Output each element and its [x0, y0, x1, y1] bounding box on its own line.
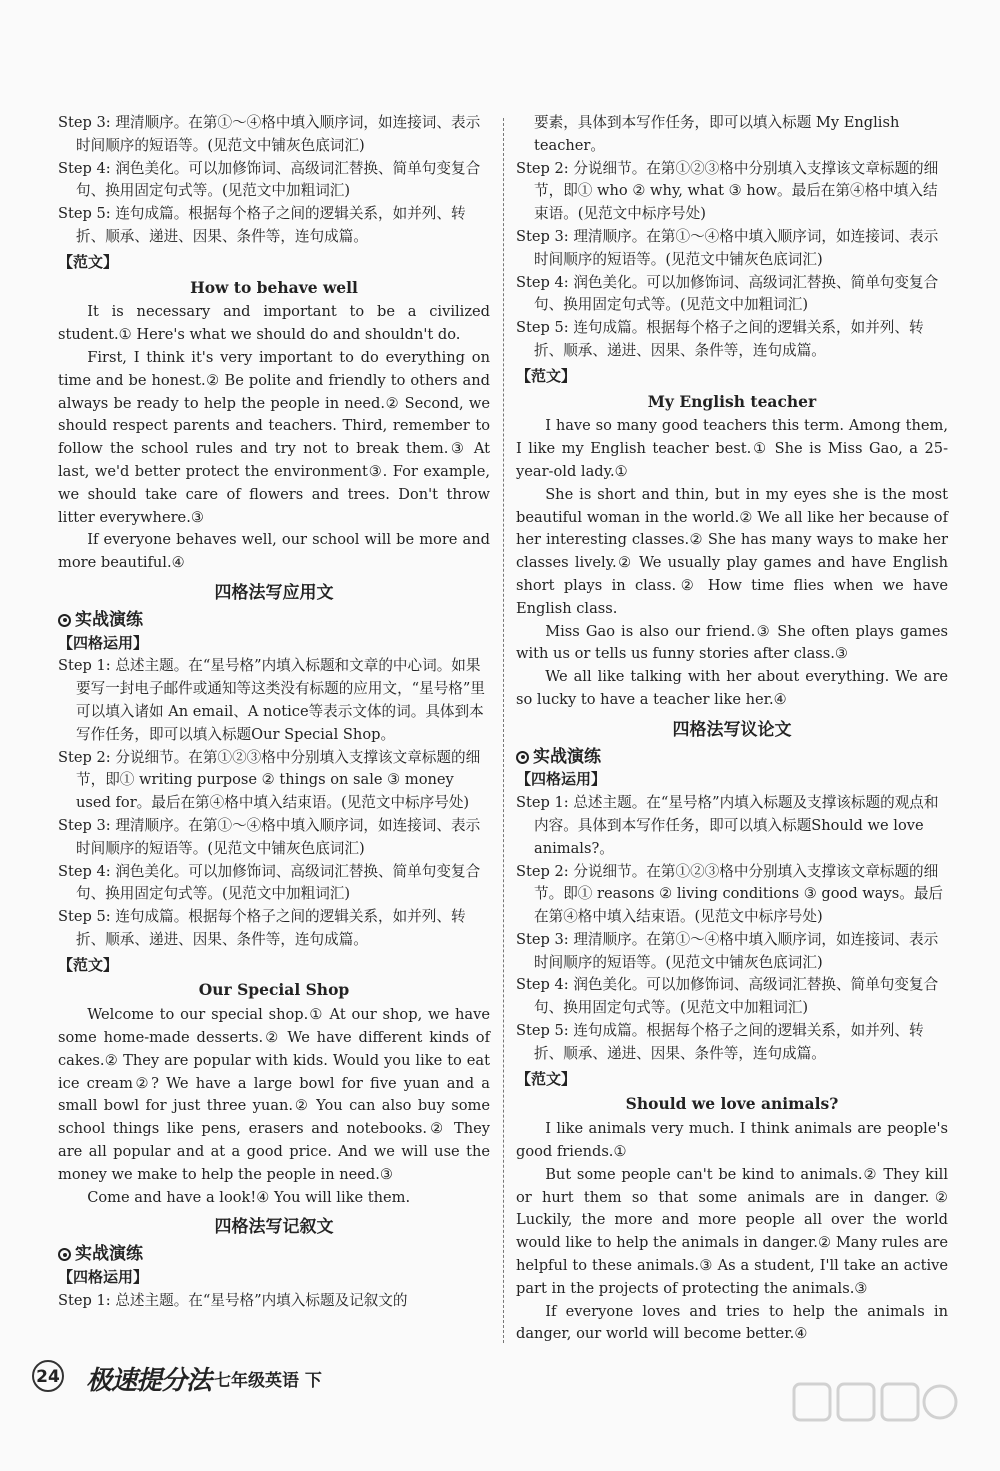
brand-logo: 极速提分法: [86, 1366, 212, 1396]
target-bullet-icon: [516, 751, 529, 764]
step-text: Step 4: 润色美化。可以加修饰词、高级词汇替换、简单句变复合句、换用固定句式等。(见范文中加粗词汇): [516, 273, 939, 314]
practice-heading: 实战演练: [58, 1243, 490, 1266]
sample-essay-label: 【范文】: [516, 366, 577, 385]
essay-paragraph: Welcome to our special shop.① At our shop, we have some home-made desserts.② We have different kinds of cakes.② They are popular with kids. Would you like to eat ice cream②? We have a large bowl for five yuan and a small bowl for just three yuan.② You can also buy some school things like pens, erasers and notebooks.② They are all popular and at a good price. And we will use the money we make to help the people in need.③: [58, 1006, 490, 1183]
essay-paragraph: She is short and thin, but in my eyes she is the most beautiful woman in the world.② We all like her because of her interesting classes.② She has many ways to make her classes lively.② We usually play games and have English short plays in class.② How time flies when we have English class.: [516, 485, 948, 617]
practice-heading: 实战演练: [58, 609, 490, 632]
step-text: Step 3: 理清顺序。在第①～④格中填入顺序词，如连接词、表示时间顺序的短语等。(见范文中铺灰色底词汇): [58, 816, 481, 857]
step-text: Step 3: 理清顺序。在第①～④格中填入顺序词，如连接词、表示时间顺序的短语等。(见范文中铺灰色底词汇): [516, 227, 939, 268]
step-text: Step 5: 连句成篇。根据每个格子之间的逻辑关系，如并列、转折、顺承、递进、因果、条件等，连句成篇。: [516, 1022, 924, 1062]
essay-paragraph: If everyone behaves well, our school will be more and more beautiful.④: [58, 531, 490, 572]
usage-heading: 【四格运用】: [58, 633, 149, 652]
step-text: Step 2: 分说细节。在第①②③格中分别填入支撑该文章标题的细节。即① reasons ② living conditions ③ good ways。最后在第④格中填入结束语。(见范文中标序号处): [516, 862, 944, 926]
watermark-logo-icon: [790, 1378, 960, 1458]
step-text: Step 1: 总述主题。在“星号格”内填入标题及记叙文的: [58, 1291, 408, 1309]
essay-paragraph: We all like talking with her about everything. We are so lucky to have a teacher like her.④: [516, 668, 948, 708]
section-heading: 四格法写议论文: [672, 719, 792, 740]
usage-heading: 【四格运用】: [516, 770, 607, 789]
column-divider: [503, 118, 504, 1343]
practice-heading: 实战演练: [516, 746, 948, 769]
step-text: Step 2: 分说细节。在第①②③格中分别填入支撑该文章标题的细节，即① who ② why, what ③ how。最后在第④格中填入结束语。(见范文中标序号处): [516, 159, 939, 223]
step-text: Step 4: 润色美化。可以加修饰词、高级词汇替换、简单句变复合句、换用固定句式等。(见范文中加粗词汇): [58, 159, 481, 200]
section-heading: 四格法写记叙文: [214, 1217, 334, 1238]
essay-paragraph: First, I think it's very important to do everything on time and be honest.② Be polite and friendly to others and always be ready to help the people in need.② Second, we should respect parents and teachers. Third, remember to follow the school rules and try not to break them.③ At last, we'd better protect the environment③. For example, we should take care of flowers and trees. Don't throw litter everywhere.③: [58, 348, 490, 526]
essay-paragraph: I have so many good teachers this term. Among them, I like my English teacher best.① She is Miss Gao, a 25-year-old lady.①: [516, 417, 948, 480]
step-text: Step 2: 分说细节。在第①②③格中分别填入支撑该文章标题的细节，即① writing purpose ② things on sale ③ money used for。最后在第④格中填入结束语。(见范文中标序号处): [58, 748, 481, 812]
sample-essay-label: 【范文】: [58, 955, 119, 974]
book-info: 七年级英语 下: [214, 1371, 322, 1391]
essay-paragraph: It is necessary and important to be a civilized student.① Here's what we should do and shouldn't do.: [58, 303, 490, 344]
step-text: Step 1: 总述主题。在“星号格”内填入标题及支撑该标题的观点和内容。具体到本写作任务，即可以填入标题Should we love animals?。: [516, 794, 939, 857]
section-heading: 四格法写应用文: [214, 582, 334, 603]
essay-title: Should we love animals?: [625, 1094, 839, 1114]
essay-paragraph: But some people can't be kind to animals.② They kill or hurt them so that some animals are in danger.② Luckily, the more and more people all over the world would like to help the animals in danger.② Many rules are helpful to these animals.③ As a student, I'll take an active part in the projects of protecting the animals.③: [516, 1165, 948, 1297]
right-column: [516, 112, 948, 1346]
step-text: Step 3: 理清顺序。在第①～④格中填入顺序词，如连接词、表示时间顺序的短语等。(见范文中铺灰色底词汇): [58, 114, 481, 154]
sample-essay-label: 【范文】: [58, 252, 119, 271]
step-text: Step 4: 润色美化。可以加修饰词、高级词汇替换、简单句变复合句、换用固定句式等。(见范文中加粗词汇): [516, 976, 939, 1017]
essay-title: Our Special Shop: [198, 980, 350, 1000]
essay-paragraph: If everyone loves and tries to help the animals in danger, our world will become better.④: [516, 1302, 948, 1343]
step-text: Step 5: 连句成篇。根据每个格子之间的逻辑关系，如并列、转折、顺承、递进、因果、条件等，连句成篇。: [58, 908, 466, 948]
usage-heading: 【四格运用】: [58, 1268, 149, 1287]
essay-paragraph: Come and have a look!④ You will like them.: [87, 1188, 411, 1206]
step-text: Step 5: 连句成篇。根据每个格子之间的逻辑关系，如并列、转折、顺承、递进、因果、条件等，连句成篇。: [58, 205, 466, 245]
left-column: [58, 112, 490, 1313]
page-number: 24: [32, 1360, 64, 1392]
essay-title: How to behave well: [190, 277, 358, 297]
target-bullet-icon: [58, 1248, 71, 1261]
step-text: 要素，具体到本写作任务，即可以填入标题 My English teacher。: [534, 114, 900, 154]
step-text: Step 1: 总述主题。在“星号格”内填入标题和文章的中心词。如果要写一封电子邮件或通知等这类没有标题的应用文，“星号格”里可以填入诸如 An email、A notice等表示文体的词。具体到本写作任务，即可以填入标题Our Special Shop。: [58, 657, 485, 743]
step-text: Step 5: 连句成篇。根据每个格子之间的逻辑关系，如并列、转折、顺承、递进、因果、条件等，连句成篇。: [516, 319, 924, 359]
essay-title: My English teacher: [647, 391, 817, 411]
step-text: Step 4: 润色美化。可以加修饰词、高级词汇替换、简单句变复合句、换用固定句式等。(见范文中加粗词汇): [58, 862, 481, 903]
step-text: Step 3: 理清顺序。在第①～④格中填入顺序词，如连接词、表示时间顺序的短语等。(见范文中铺灰色底词汇): [516, 930, 939, 971]
target-bullet-icon: [58, 614, 71, 627]
sample-essay-label: 【范文】: [516, 1069, 577, 1088]
essay-paragraph: I like animals very much. I think animals are people's good friends.①: [516, 1120, 948, 1161]
essay-paragraph: Miss Gao is also our friend.③ She often plays games with us or tells us funny stories after class.③: [516, 622, 948, 663]
